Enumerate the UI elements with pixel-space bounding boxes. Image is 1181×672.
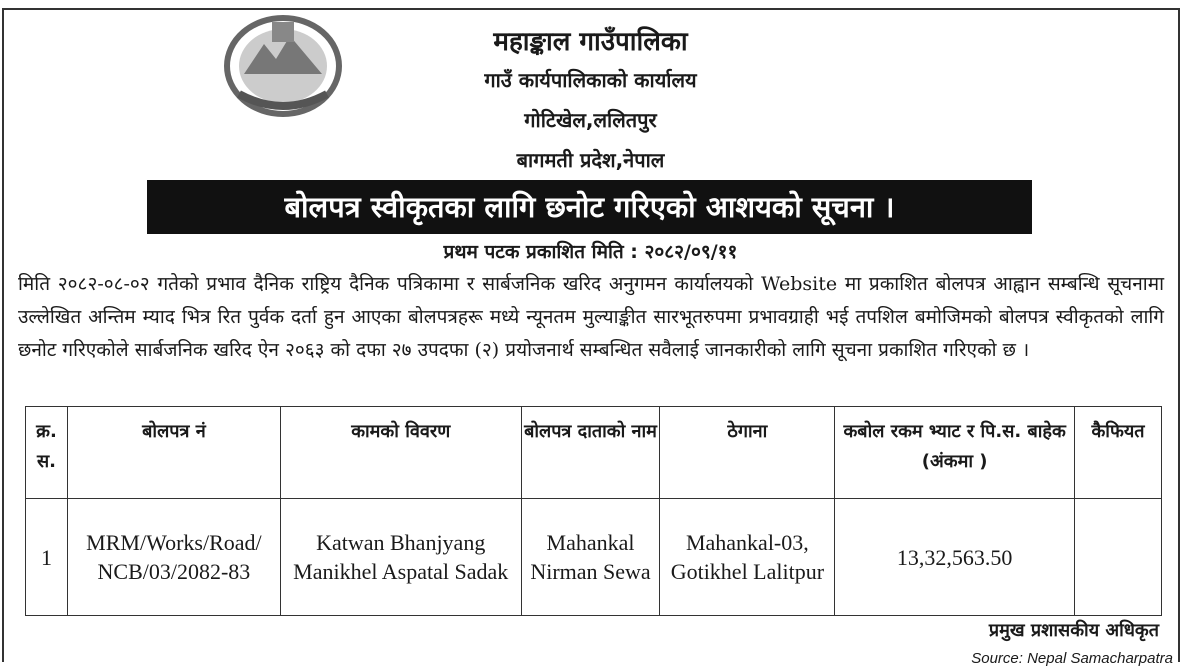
cell-bid-amount: 13,32,563.50 bbox=[835, 499, 1075, 616]
table-header-row bbox=[26, 407, 1162, 499]
award-table bbox=[25, 406, 1162, 616]
cell-work-description: Katwan Bhanjyang Manikhel Aspatal Sadak bbox=[280, 499, 521, 616]
col-serial: क्र. स. bbox=[26, 407, 68, 499]
office-location: गोटिखेल,ललितपुर bbox=[524, 108, 657, 132]
col-work-description: कामको विवरण bbox=[280, 407, 521, 499]
col-remarks: कैफियत bbox=[1075, 407, 1162, 499]
table-row bbox=[26, 499, 1162, 616]
col-bidder-name: बोलपत्र दाताको नाम bbox=[521, 407, 660, 499]
cell-bid-number: MRM/Works/Road/ NCB/03/2082-83 bbox=[67, 499, 280, 616]
office-name: गाउँ कार्यपालिकाको कार्यालय bbox=[484, 68, 697, 92]
province: बागमती प्रदेश,नेपाल bbox=[516, 148, 665, 172]
signatory-title: प्रमुख प्रशासकीय अधिकृत bbox=[988, 620, 1159, 641]
cell-serial: 1 bbox=[26, 499, 68, 616]
org-name: महाङ्काल गाउँपालिका bbox=[493, 27, 688, 57]
col-bid-number: बोलपत्र नं bbox=[67, 407, 280, 499]
cell-address: Mahankal-03, Gotikhel Lalitpur bbox=[660, 499, 835, 616]
published-date: प्रथम पटक प्रकाशित मिति : २०८२/०९/११ bbox=[443, 241, 738, 263]
cell-bidder-name: Mahankal Nirman Sewa bbox=[521, 499, 660, 616]
cell-remarks bbox=[1075, 499, 1162, 616]
col-address: ठेगाना bbox=[660, 407, 835, 499]
source-credit: Source: Nepal Samacharpatra bbox=[971, 650, 1173, 667]
col-bid-amount: कबोल रकम भ्याट र पि.स. बाहेक (अंकमा ) bbox=[835, 407, 1075, 499]
notice-body: मिति २०८२-०८-०२ गतेको प्रभाव दैनिक राष्ट्रिय दैनिक पत्रिकामा र सार्बजनिक खरिद अनुगमन कार्यालयको Website मा प्रकाशित बोलपत्र आह्वान सम्बन्धि सूचनामा उल्लेखित अन्तिम म्याद भित्र रित पुर्वक दर्ता हुन आएका बोलपत्रहरू मध्ये न्यूनतम मुल्याङ्कीत सारभूतरुपमा प्रभावग्राही भई तपशिल बमोजिमको बोलपत्र स्वीकृतको लागि छनोट गरिएकोले सार्बजनिक खरिद ऐन २०६३ को दफा २७ उपदफा (२) प्रयोजनार्थ सम्बन्धित सवैलाई जानकारीको लागि सूचना प्रकाशित गरिएको छ । bbox=[18, 273, 1164, 361]
notice-title-banner: बोलपत्र स्वीकृतका लागि छनोट गरिएको आशयको सूचना । bbox=[147, 180, 1032, 234]
